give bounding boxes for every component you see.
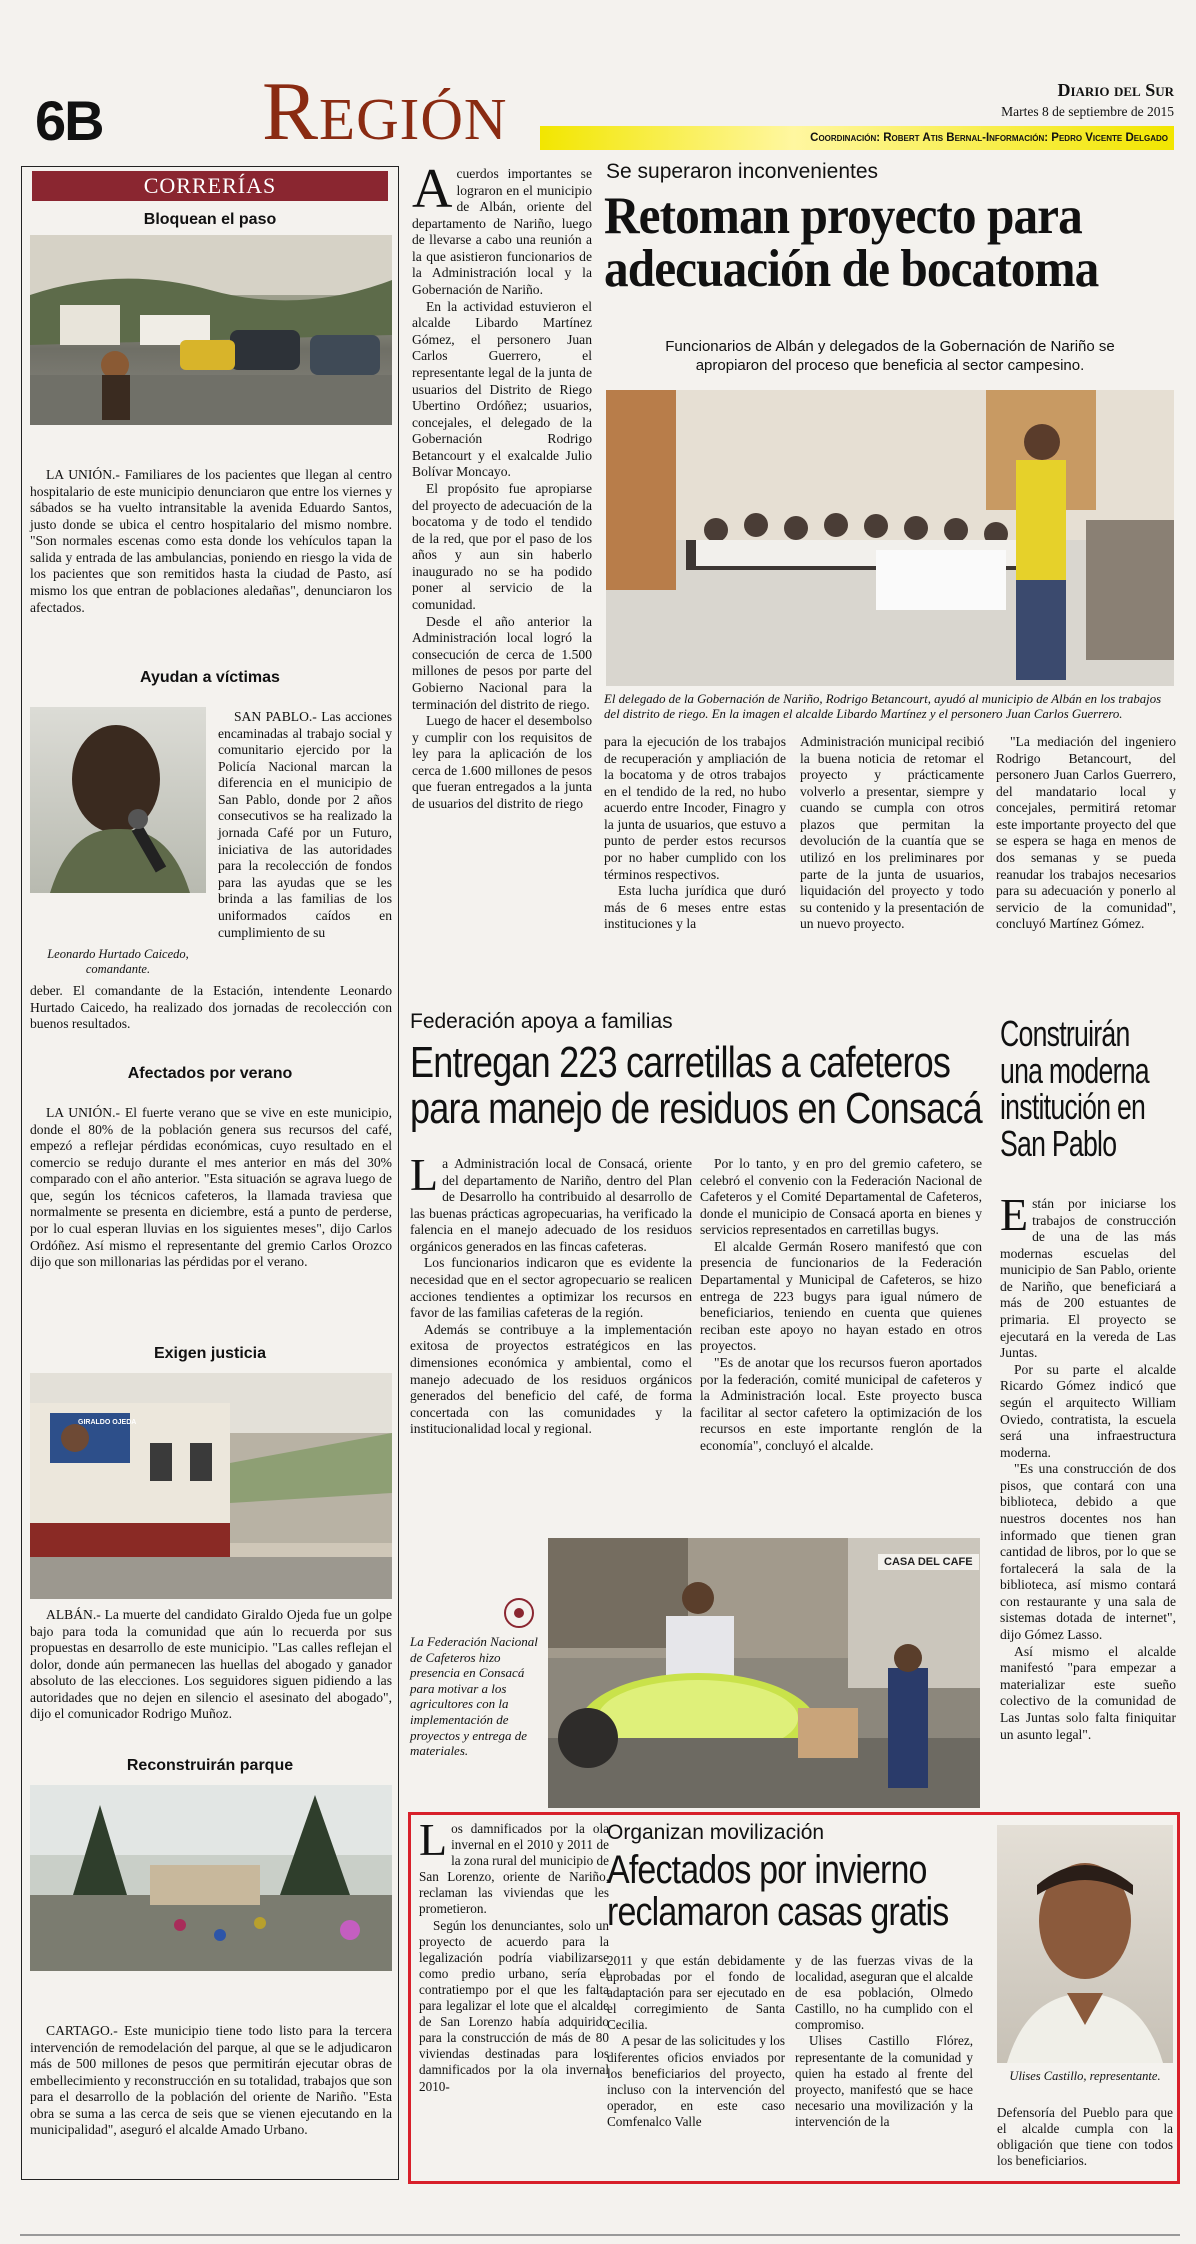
section-title: Región [262,65,508,158]
credits-text: Coordinación: Robert Atis Bernal-Información: Pedro Vicente Delgado [810,132,1168,144]
invierno-col2-p1: 2011 y que están debidamente aprobadas por el fondo de adaptación para ser ejecutado en el corregimiento de Santa Cecilia. [607,1953,785,2033]
sanpablo-p4: Así mismo el alcalde manifestó "para empezar a materializar este sueño colectivo de la comunidad de Las Juntas solo falta finiquitar un asunto legal". [1000,1643,1176,1742]
sanpablo-p2: Por su parte el alcalde Ricardo Gómez indicó que según el arquitecto William Oviedo, contratista, la escuela será una infraestructura moderna. [1000,1361,1176,1460]
sanpablo-p3: "Es una construcción de dos pisos, que contará con una biblioteca, debido a que nuestros docentes nos han informado que tienen gran cantidad de libros, por lo que se fortalecerá la sala de la biblioteca, así mismo contará con restaurante y una sala de sistemas dotada de internet", dijo Gómez Lasso. [1000,1461,1176,1643]
bocatoma-col-3 [800,734,984,933]
shop-sign: CASA DEL CAFE [878,1554,979,1570]
wheelbarrow-photo [548,1538,980,1808]
bocatoma-col1-p3: El propósito fue apropiarse del proyecto de adecuación de la bocatoma y de todo el tendido de la red, que por el paso de los años y aun sin haberlo inaugurado no se ha podido poner al servicio de la comunidad. [412,480,592,613]
correrias-title: CORRERÍAS [143,173,277,198]
carretillas-col1-p2: Los funcionarios indicaron que es evidente la necesidad que en el sector agropecuario se realicen acciones tendientes a optimizar los recursos en favor de las familias cafeteras de la región. [410,1255,692,1321]
bocatoma-col1-p1: cuerdos importantes se lograron en el municipio de Albán, oriente del departamento de Nariño, luego de llevarse a cabo una reunión a la que asistieron funcionarios de la Administración local y la Gobernación de Nariño. [412,166,592,298]
bocatoma-col1-p4: Desde el año anterior la Administración local logró la consecución de cerca de 1.500 millones de pesos por parte del Gobierno Nacional para la terminación del distrito de riego. [412,613,592,712]
correrias-heading-3: Afectados por verano [127,1065,293,1082]
bocatoma-col4-p1: "La mediación del ingeniero Rodrigo Betancourt, del personero Juan Carlos Guerrero, del mandatario local y concejales, permitirá retomar este importante proyecto del que se espera se haga en menos de dos semanas y se pueda reanudar los trabajos necesarios para su adecuación y ponerlo al servicio de la comunidad", concluyó Martínez Gómez. [996,734,1176,932]
invierno-col-2 [607,1953,785,2130]
bocatoma-col3-p1: Administración municipal recibió la buena noticia de retomar el proyecto y prácticamente volverlo a presentar, siempre y cuando se cumpla con otros plazos que permitan la devolución de la cuantía que se utilizó en los preliminares por parte de la junta de usuarios, liquidación del proyecto y todo su contenido y la presentación de un nuevo proyecto. [800,734,984,932]
invierno-col1-p2: Según los denunciantes, solo un proyecto de acuerdo para la legalización podría viabilizarse como predio urbano, sería el contratiempo por el que les falta para legalizar el lote que el alcalde de San Lorenzo había adquirido para la construcción de más de 80 viviendas destinadas para los damnificados por la ola invernal 2010- [419,1917,609,2094]
carretillas-col2-p2: El alcalde Germán Rosero manifestó que con presencia de funcionarios de la Federación Departamental y Municipal de Cafeteros, se hizo entrega de 223 bugys para igual número de beneficiarios, teniendo en cuenta que quienes reciban este apoyo no hayan estado en otros proyectos. [700,1238,982,1354]
bocatoma-col2-p1: para la ejecución de los trabajos de recuperación y ampliación de la bocatoma y de otros trabajos en el tendido de la red, no hubo acuerdo entre Incoder, Finagro y la junta de usuarios, que estuvo a punto de perder estos recursos por no haber cumplido con los términos respectivos. [604,734,786,882]
correrias-body-3: LA UNIÓN.- El fuerte verano que se vive en este municipio, donde el 80% de la población genera sus recursos del café, empezó a reflejar pérdidas económicas, cuyo resultado en el comercio se redujo durante el mes anterior en más del 30% comparado con el año anterior. "Esta situación se agrava luego de que, según los técnicos cafeteros, la llamada traviesa que normalmente se presenta en diciembre, está a punto de perderse, por lo cual esperan lluvias en los siguientes meses", dijo Carlos Ordóñez. Así mismo el representante del gremio Carlos Orozco dijo que son millonarias las pérdidas por el verano. [30,1105,392,1270]
carretillas-col2-p1: Por lo tanto, y en pro del gremio cafetero, se celebró el convenio con la Federación Nacional de Cafeteros y el Comité Departamental de Cafeteros, donde el municipio de Consacá aporta en bienes y servicios representados en carretillas bugys. [700,1156,982,1238]
wheelbarrow-photo-drawing [548,1538,980,1808]
sanpablo-p1: stán por iniciarse los trabajos de construcción de una de las más modernas escuelas del municipio de San Pablo, oriente de Nariño, que beneficiará a más de 200 estuantes de primaria. El proyecto se ejecutará en la vereda de Las Juntas. [1000,1196,1176,1361]
invierno-col1-p1: os damnificados por la ola invernal en el 2010 y 2011 de la zona rural del municipio de San Lorenzo, oriente de Nariño, reclaman las viviendas que les prometieron. [419,1821,609,1917]
correrias-title-bar [32,171,388,201]
newspaper-name: Diario del Sur [1057,80,1174,100]
bocatoma-col-1 [412,158,592,813]
carretillas-col1-p1: a Administración local de Consacá, oriente del departamento de Nariño, dentro del Plan de Desarrollo ha contribuido al desarrollo de las buenas prácticas agropecuarias, ha verificado la falencia en el manejo adecuado de los residuos orgánicos generados en las fincas cafeteras. [410,1156,692,1254]
street-photo-drawing [30,1373,392,1599]
bocatoma-col-2 [604,734,786,933]
page-number: 6B [35,89,103,152]
park-photo [30,1785,392,1971]
correrias-body-2-right: SAN PABLO.- Las acciones encaminadas al trabajo social y comunitario ejercido por la Policía Nacional marcan la diferencia en el municipio de San Pablo, donde por 2 años consecutivos se ha realizado la jornada Café por un Futuro, iniciativa de las autoridades para la recolección de fondos para las ayudas que se les brinda a las familias de los uniformados caídos en cumplimiento de su [218,709,392,940]
target-icon [504,1598,534,1628]
correrias-heading-2: Ayudan a víctimas [140,669,280,686]
invierno-col3-p2: Ulises Castillo Flórez, representante de la comunidad y quien ha estado al frente del proyecto, manifestó que se hace necesario una movilización y la intervención de la [795,2033,973,2129]
invierno-box [408,1812,1180,2184]
representative-photo-drawing [997,1825,1173,2063]
bocatoma-col1-p2: En la actividad estuvieron el alcalde Libardo Martínez Gómez, el personero Juan Carlos Guerrero, el representante legal de la junta de usuarios del Distrito de Riego Ubertino Ordóñez; usuarios, concejales, el delegado de la Gobernación Rodrigo Betancourt y el exalcalde Julio Bolívar Moncayo. [412,298,592,480]
representative-photo [997,1825,1173,2063]
commander-caption: Leonardo Hurtado Caicedo, comandante. [47,947,189,976]
sanpablo-body [1000,1189,1176,1743]
representative-caption: Ulises Castillo, representante. [1009,2069,1161,2083]
carretillas-col-2 [700,1156,982,1454]
bottom-rule [20,2234,1180,2236]
bocatoma-col2-p2: Esta lucha jurídica que duró más de 6 meses entre estas instituciones y la [604,883,786,932]
correrias-body-4: ALBÁN.- La muerte del candidato Giraldo Ojeda fue un golpe bajo para toda la comunidad que aún lo recuerda por sus propuestas en desarrollo de este municipio. "Las calles reflejan el dolor, donde aún permanecen las huellas del abogado y ganador absoluto de las elecciones. Los seguidores siguen pidiendo a las autoridades que no dejen en silencio el asesinato del abogado", dijo el comunicador Rodrigo Muñoz. [30,1607,392,1722]
invierno-col3-p1: y de las fuerzas vivas de la localidad, aseguran que el alcalde de esa población, Olmedo Castillo, no ha cumplido con el compromiso. [795,1953,973,2033]
publication-date: Martes 8 de septiembre de 2015 [1001,104,1174,119]
invierno-col2-p2: A pesar de las solicitudes y los diferentes oficios enviados por los beneficiarios del proyecto, incluso con la intervención del operador, en este caso Comfenalco Valle [607,2033,785,2129]
carretillas-dropcap: L [410,1149,439,1200]
meeting-caption: El delegado de la Gobernación de Nariño, Rodrigo Betancourt, ayudó al municipio de Albán en los trabajos del distrito de riego. En la imagen el alcalde Libardo Martínez y el personero Juan Carlos Guerrero. [604,692,1162,722]
bocatoma-col-4 [996,734,1176,933]
carretillas-col-1 [410,1149,692,1438]
wheelbarrow-caption: La Federación Nacional de Cafeteros hizo presencia en Consacá para motivar a los agricultores con la implementación de proyectos y entrega de materiales. [410,1634,538,1759]
correrias-heading-5: Reconstruirán parque [126,1757,294,1774]
correrias-body-5: CARTAGO.- Este municipio tiene todo listo para la tercera intervención de remodelación del parque, al que se le adjudicaron más de 500 millones de pesos que permitirán ejecutar obras de embellecimiento y reconstrucción en su totalidad, trabajos que son para el desarrollo de la población del oriente de Nariño. "Esta obra se suma a las cerca de seis que se vienen ejecutando en la municipalidad", aseguró el alcalde Amado Urbano. [30,2023,393,2138]
invierno-col4: Defensoría del Pueblo para que el alcalde cumpla con la obligación que tiene con todos los beneficiarios. [997,2105,1173,2169]
correrias-body-1: LA UNIÓN.- Familiares de los pacientes que llegan al centro hospitalario de este municipio denunciaron que entre los viernes y sábados se ha vuelto intransitable la avenida Eduardo Santos, justo donde se ubica el centro hospitalario del mismo nombre. "Son normales escenas como esta donde los vehículos tapan la salida y entrada de las ambulancias, poniendo en riesgo la vida de los pacientes que son remitidos hasta la ciudad de Pasto, así mismo los que entran de poblaciones aledañas", denunciaron los afectados. [30,467,392,615]
meeting-photo-drawing [606,390,1174,686]
invierno-col-1 [419,1814,609,2095]
carretillas-col2-p3: "Es de anotar que los recursos fueron aportados por la federación, comité municipal de cafeteros y la Administración local. Este proyecto busca facilitar al sector cafetero la optimización de los recursos en este importante renglón de la economía", concluyó el alcalde. [700,1354,982,1453]
invierno-col-3 [795,1953,973,2130]
correrias-heading-4: Exigen justicia [153,1345,267,1362]
sanpablo-dropcap: E [1000,1189,1029,1240]
park-photo-drawing [30,1785,392,1971]
carretillas-kicker: Federación apoya a familias [410,1010,673,1033]
bocatoma-col1-p5: Luego de hacer el desembolso y cumplir con los requisitos de ley para la aplicación de los cerca de 1.600 millones de pesos que fueran entregados a la junta de usuarios del distrito de riego [412,713,592,811]
carretillas-headline: Entregan 223 carretillas a cafeteros para manejo de residuos en Consacá [410,1038,982,1134]
commander-photo-drawing [30,707,206,893]
sanpablo-headline: Construirán una moderna institución en San Pablo [1000,1013,1149,1165]
street-photo [30,1373,392,1599]
meeting-photo [606,390,1174,686]
traffic-photo-drawing [30,235,392,425]
traffic-photo [30,235,392,425]
commander-photo [30,707,206,893]
invierno-dropcap: L [419,1814,448,1865]
correrias-sidebar [21,166,399,2180]
invierno-kicker: Organizan movilización [607,1821,825,1844]
candidate-poster-text: GIRALDO OJEDA [78,1419,137,1426]
target-icon-dot [514,1608,524,1618]
carretillas-col1-p3: Además se contribuye a la implementación exitosa de proyectos estratégicos en las dimensiones económica y ambiental, como el manejo adecuado de los residuos orgánicos generados del beneficio del café, de forma concertada con las comunidades y la institucionalidad local y regional. [410,1321,692,1437]
bocatoma-deck: Funcionarios de Albán y delegados de la Gobernación de Nariño se apropiaron del proceso que beneficia al sector campesino. [665,338,1115,374]
correrias-heading-1: Bloquean el paso [143,211,277,228]
bocatoma-kicker: Se superaron inconvenientes [606,160,879,183]
invierno-headline: Afectados por invierno reclamaron casas gratis [607,1848,949,1934]
bocatoma-headline: Retoman proyecto para adecuación de bocatoma [604,187,1099,298]
bocatoma-dropcap: A [412,158,453,220]
correrias-body-2-bottom: deber. El comandante de la Estación, intendente Leonardo Hurtado Caicedo, ha realizado dos jornadas de recolección con buenos resultados. [30,983,392,1032]
credits-bar [540,126,1174,150]
